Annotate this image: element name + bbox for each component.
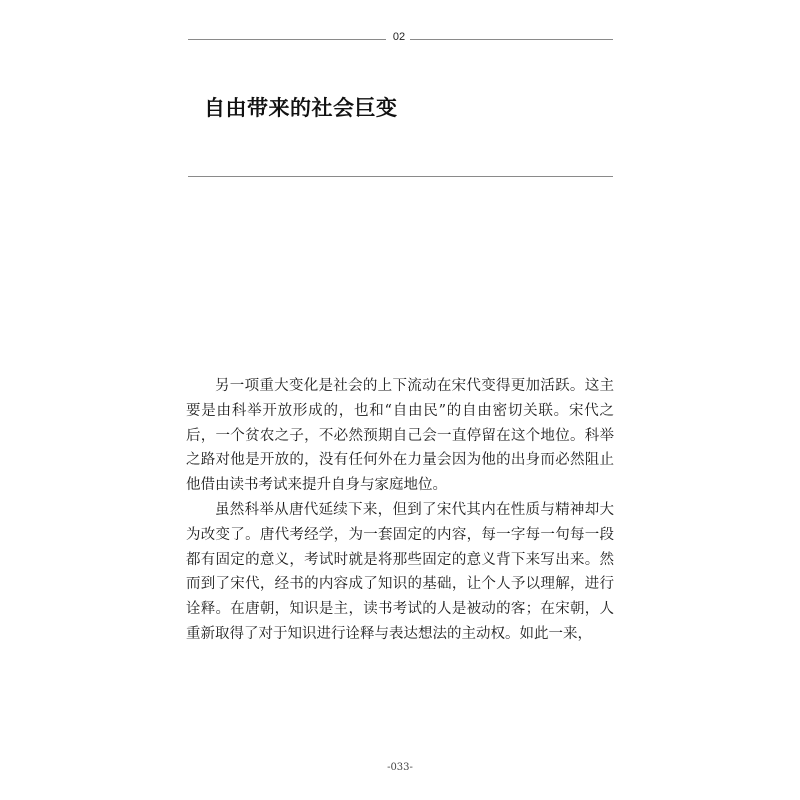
body-text — [186, 374, 614, 647]
chapter-title: 自由带来的社会巨变 — [204, 96, 398, 120]
title-divider — [188, 176, 613, 177]
page-number: -033- — [387, 762, 413, 773]
header-rule-left — [188, 39, 386, 40]
paragraph-1: 另一项重大变化是社会的上下流动在宋代变得更加活跃。这主要是由科举开放形成的，也和“自由民”的自由密切关联。宋代之后，一个贫农之子，不必然预期自己会一直停留在这个地位。科举之路对他是开放的，没有任何外在力量会因为他的出身而必然阻止他借由读书考试来提升自身与家庭地位。 — [186, 378, 614, 494]
header-rule-right — [410, 39, 613, 40]
chapter-number: 02 — [392, 31, 406, 43]
chapter-header-rule — [188, 32, 613, 46]
paragraph-2: 虽然科举从唐代延续下来，但到了宋代其内在性质与精神却大为改变了。唐代考经学，为一套固定的内容，每一字每一句每一段都有固定的意义，考试时就是将那些固定的意义背下来写出来。然而到了宋代，经书的内容成了知识的基础，让个人予以理解，进行诠释。在唐朝，知识是主，读书考试的人是被动的客；在宋朝，人重新取得了对于知识进行诠释与表达想法的主动权。如此一来， — [186, 501, 614, 642]
